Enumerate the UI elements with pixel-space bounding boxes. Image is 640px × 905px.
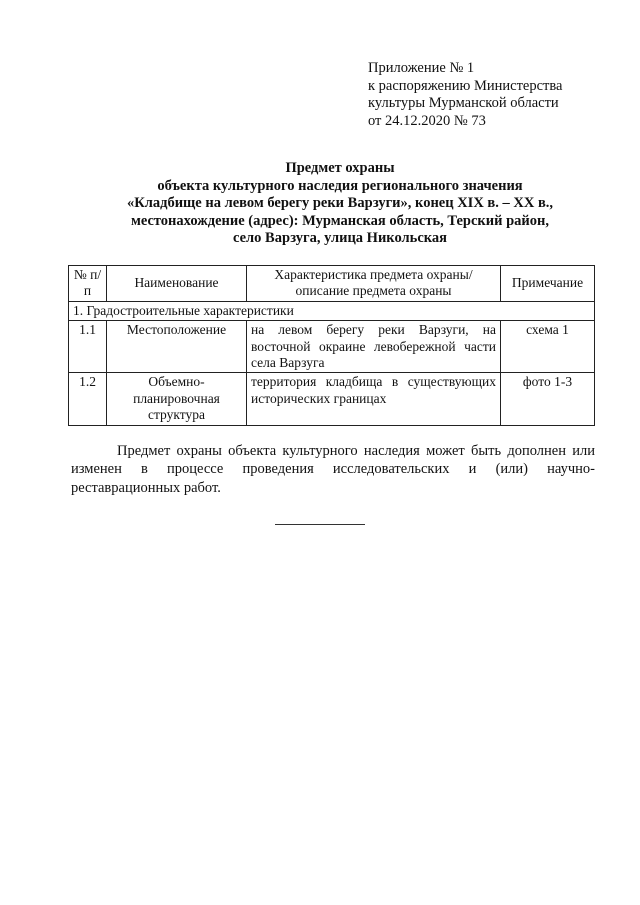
row-note: фото 1-3 xyxy=(501,373,595,425)
row-name: Объемно-планировочная структура xyxy=(107,373,247,425)
header-name: Наименование xyxy=(107,266,247,302)
header-num: № п/п xyxy=(69,266,107,302)
appendix-line-1: Приложение № 1 xyxy=(368,60,475,76)
protection-subject-table xyxy=(68,265,595,426)
table-header-row xyxy=(69,266,595,302)
title-line-4: местонахождение (адрес): Мурманская область, Терский район, xyxy=(130,212,550,229)
appendix-line-3: культуры Мурманской области xyxy=(368,95,559,112)
title-line-5: село Варзуга, улица Никольская xyxy=(232,230,447,247)
appendix-line-4: от 24.12.2020 № 73 xyxy=(368,112,486,129)
row-num: 1.2 xyxy=(69,373,107,425)
appendix-line-2: к распоряжению Министерства xyxy=(368,77,563,94)
row-note: схема 1 xyxy=(501,321,595,373)
title-line-3: «Кладбище на левом берегу реки Варзуги», конец XIX в. – XX в., xyxy=(126,195,554,212)
appendix-block xyxy=(368,60,562,130)
title-line-1: Предмет охраны xyxy=(285,160,395,176)
header-note: Примечание xyxy=(501,266,595,302)
footer-paragraph: Предмет охраны объекта культурного наследия может быть дополнен или изменен в процессе проведения исследовательских и (или) научно-реставрационных работ. xyxy=(71,443,595,496)
row-num: 1.1 xyxy=(69,321,107,373)
row-desc: территория кладбища в существующих исторических границах xyxy=(247,373,501,425)
section-row xyxy=(69,301,595,320)
section-title: 1. Градостроительные характеристики xyxy=(69,301,595,320)
table-row xyxy=(69,321,595,373)
end-divider xyxy=(275,524,365,525)
table-row xyxy=(69,373,595,425)
title-line-2: объекта культурного наследия регионального значения xyxy=(157,177,523,194)
header-desc: Характеристика предмета охраны/описание предмета охраны xyxy=(247,266,501,302)
document-title xyxy=(60,160,620,248)
row-name: Местоположение xyxy=(107,321,247,373)
row-desc: на левом берегу реки Варзуги, на восточной окраине левобережной части села Варзуга xyxy=(247,321,501,373)
